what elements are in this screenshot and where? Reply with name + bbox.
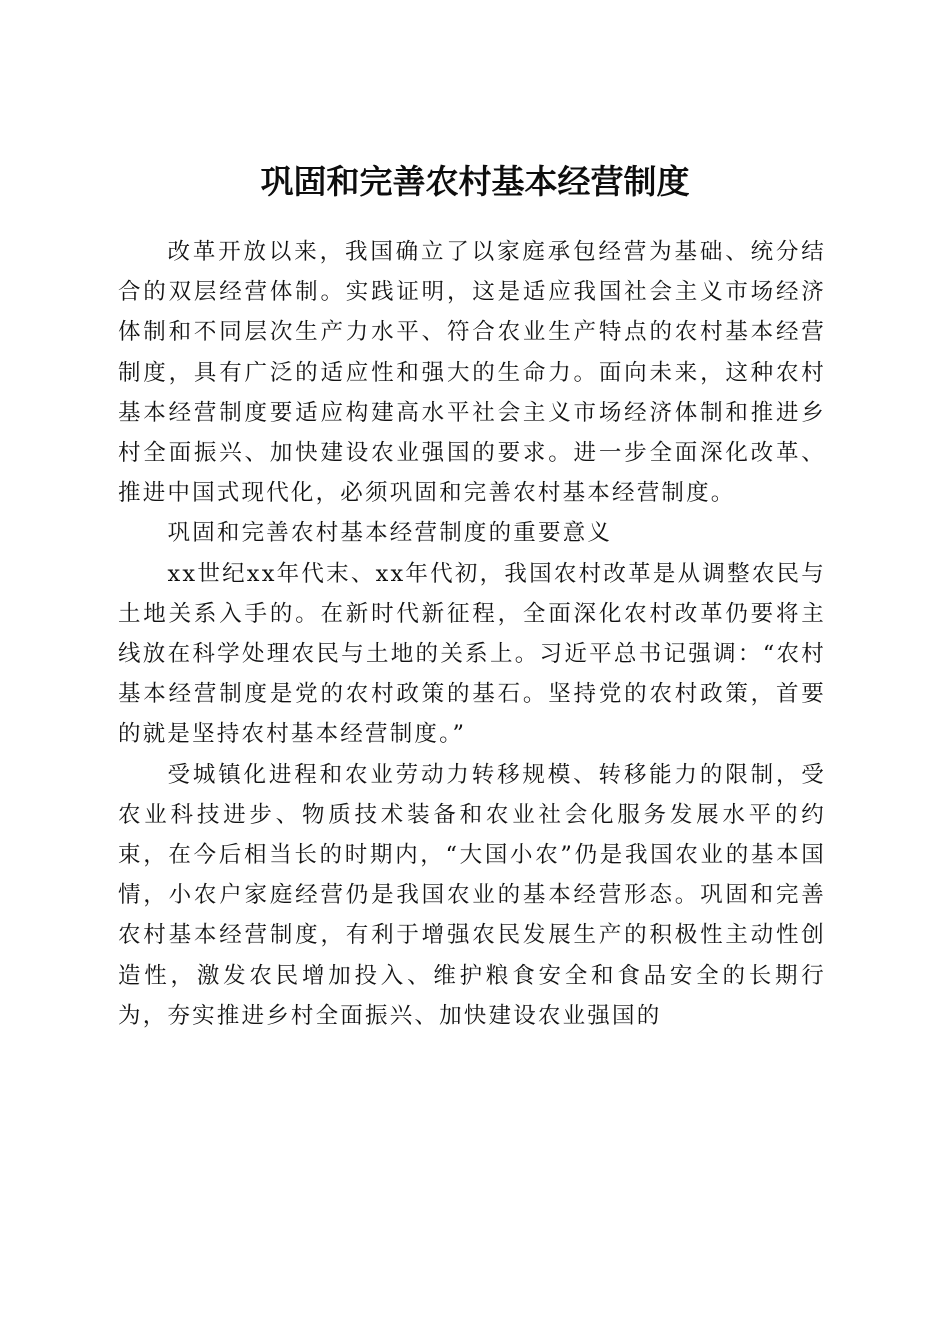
paragraph-significance: 受城镇化进程和农业劳动力转移规模、转移能力的限制，受农业科技进步、物质技术装备和农业社会化服务发展水平的约束，在今后相当长的时期内，“大国小农”仍是我国农业的基本国情，小农户家庭经营仍是我国农业的基本经营形态。巩固和完善农村基本经营制度，有利于增强农民发展生产的积极性主动性创造性，激发农民增加投入、维护粮食安全和食品安全的长期行为，夯实推进乡村全面振兴、加快建设农业强国的 bbox=[118, 761, 826, 1029]
paragraph-history: xx世纪xx年代末、xx年代初，我国农村改革是从调整农民与土地关系入手的。在新时代新征程，全面深化农村改革仍要将主线放在科学处理农民与土地的关系上。习近平总书记强调：“农村基本经营制度是党的农村政策的基石。坚持党的农村政策，首要的就是坚持农村基本经营制度。” bbox=[118, 560, 826, 748]
document-title: 巩固和完善农村基本经营制度 bbox=[260, 162, 690, 202]
paragraph-intro: 改革开放以来，我国确立了以家庭承包经营为基础、统分结合的双层经营体制。实践证明，这是适应我国社会主义市场经济体制和不同层次生产力水平、符合农业生产特点的农村基本经营制度，具有广泛的适应性和强大的生命力。面向未来，这种农村基本经营制度要适应构建高水平社会主义市场经济体制和推进乡村全面振兴、加快建设农业强国的要求。进一步全面深化改革、推进中国式现代化，必须巩固和完善农村基本经营制度。 bbox=[118, 239, 826, 507]
document-body bbox=[118, 232, 826, 1036]
section-heading: 巩固和完善农村基本经营制度的重要意义 bbox=[167, 520, 613, 547]
